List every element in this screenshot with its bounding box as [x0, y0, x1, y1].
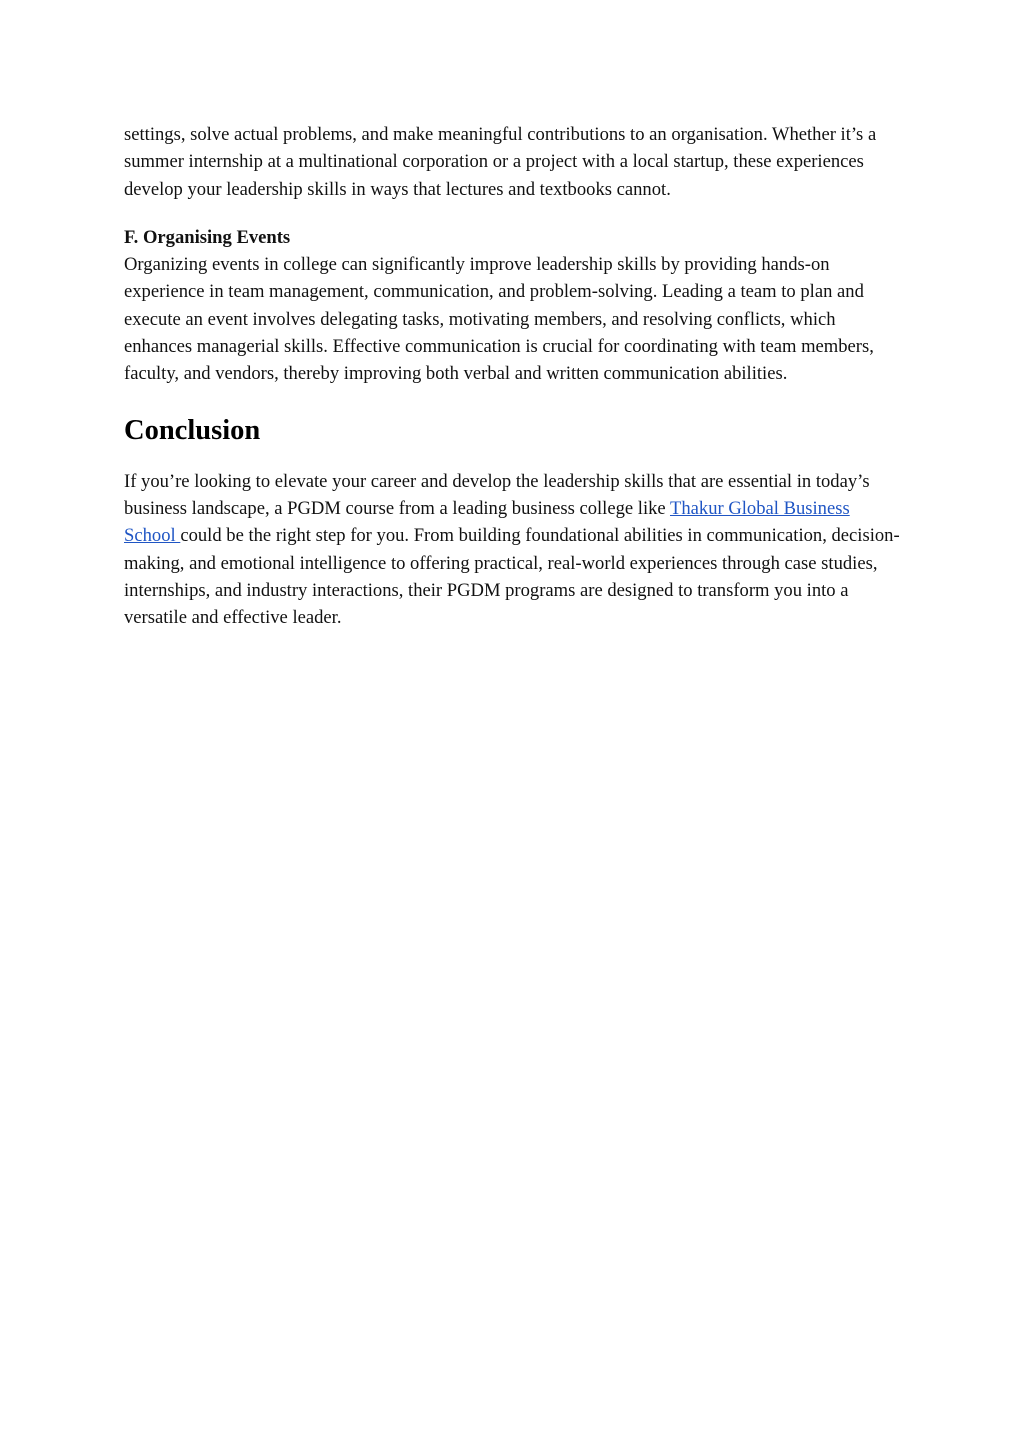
- subheading-organising-events: F. Organising Events: [124, 226, 291, 248]
- conclusion-text-before-link: If you’re looking to elevate your career and develop the leadership skills that are essential in today’s business landscape, a PGDM course from a leading business college like: [124, 470, 870, 519]
- paragraph-internships-continued: settings, solve actual problems, and make meaningful contributions to an organisation. Whether it’s a summer internship at a multinational corporation or a project with a local startup, these experiences develop your leadership skills in ways that lectures and textbooks cannot.: [124, 124, 877, 200]
- document-body: [124, 121, 904, 631]
- paragraph-conclusion: [124, 468, 904, 632]
- paragraph-organising-events: Organizing events in college can significantly improve leadership skills by providing hands-on experience in team management, communication, and problem-solving. Leading a team to plan and execute an event involves delegating tasks, motivating members, and resolving conflicts, which enhances managerial skills. Effective communication is crucial for coordinating with team members, faculty, and vendors, thereby improving both verbal and written communication abilities.: [124, 254, 874, 385]
- thakur-global-business-school-link[interactable]: Thakur Global Business School: [124, 497, 850, 547]
- conclusion-heading: Conclusion: [124, 414, 261, 446]
- conclusion-text-after-link: could be the right step for you. From building foundational abilities in communication, decision-making, and emotional intelligence to offering practical, real-world experiences through case studies, internships, and industry interactions, their PGDM programs are designed to transform you into a versatile and effective leader.: [124, 525, 900, 629]
